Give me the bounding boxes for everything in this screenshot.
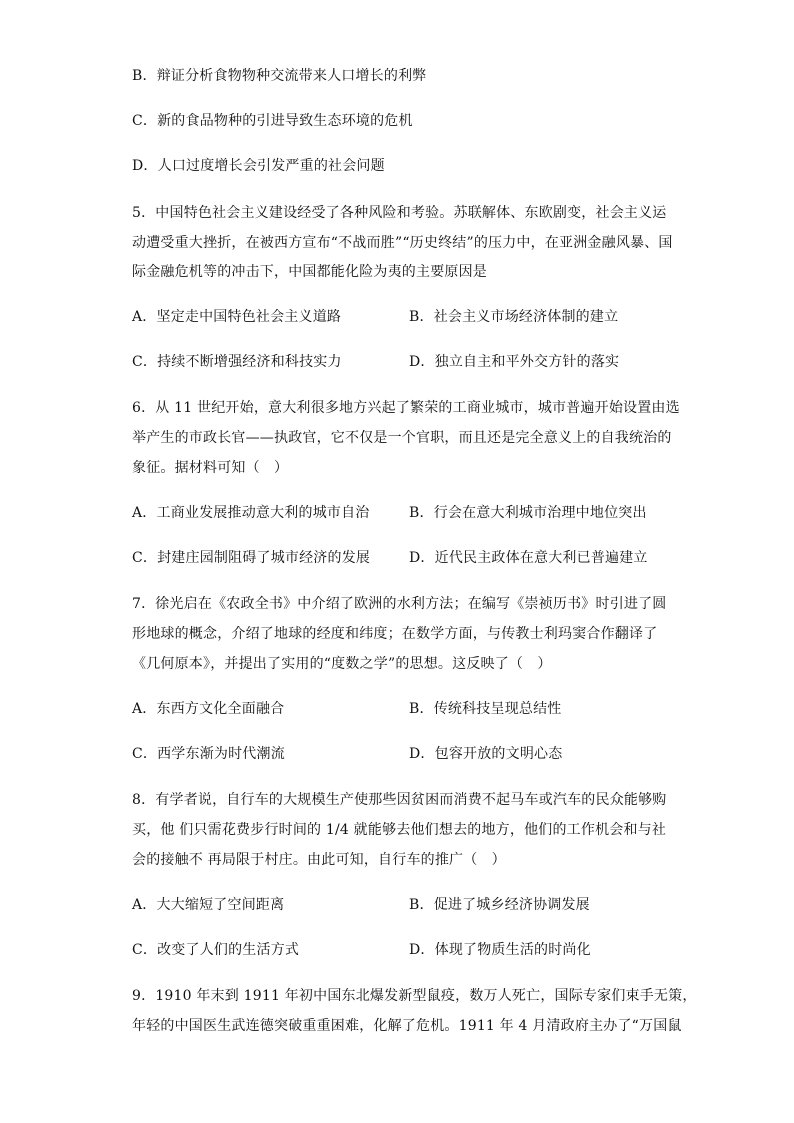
q5-stem-line-3: 际金融危机等的冲击下，中国都能化险为夷的主要原因是 (132, 264, 487, 280)
q6-option-a: A．工商业发展推动意大利的城市自治 (132, 505, 370, 521)
q7-option-d: D．包容开放的文明心态 (409, 746, 563, 762)
q5-option-a: A．坚定走中国特色社会主义道路 (132, 309, 342, 325)
q6-option-c: C．封建庄园制阻碍了城市经济的发展 (132, 550, 371, 566)
q7-option-a: A．东西方文化全面融合 (132, 701, 285, 717)
q5-option-c: C．持续不断增强经济和科技实力 (132, 354, 342, 370)
q7-stem-line-2: 形地球的概念，介绍了地球的经度和纬度；在数学方面，与传教士利玛窦合作翻译了 (132, 626, 658, 642)
q8-stem-line-1: 8．有学者说，自行车的大规模生产使那些因贫困而消费不起马车或汽车的民众能够购 (132, 792, 667, 808)
q6-stem-line-3: 象征。据材料可知（ ） (132, 460, 289, 476)
q4-option-c: C．新的食品物种的引进导致生态环境的危机 (132, 113, 413, 129)
q9-stem-line-2: 年轻的中国医生武连德突破重重困难，化解了危机。1911 年 4 月清政府主办了“万国鼠 (132, 1018, 682, 1034)
q7-stem-line-3: 《几何原本》，并提出了实用的“度数之学”的思想。这反映了（ ） (132, 656, 552, 672)
q8-option-a: A．大大缩短了空间距离 (132, 897, 285, 913)
q7-option-c: C．西学东渐为时代潮流 (132, 746, 285, 762)
q6-stem-line-1: 6．从 11 世纪开始，意大利很多地方兴起了繁荣的工商业城市，城市普遍开始设置由选 (132, 400, 680, 416)
q8-option-c: C．改变了人们的生活方式 (132, 942, 300, 958)
q7-option-b: B．传统科技呈现总结性 (409, 701, 562, 717)
q6-stem-line-2: 举产生的市政长官——执政官，它不仅是一个官职，而且还是完全意义上的自我统治的 (132, 430, 672, 446)
q4-option-d: D．人口过度增长会引发严重的社会问题 (132, 158, 385, 174)
q7-stem-line-1: 7．徐光启在《农政全书》中介绍了欧洲的水利方法；在编写《崇祯历书》时引进了圆 (132, 596, 667, 612)
q5-stem-line-2: 动遭受重大挫折，在被西方宣布“不战而胜”“历史终结”的压力中，在亚洲金融风暴、国 (132, 235, 673, 251)
q8-stem-line-3: 会的接触不 再局限于村庄。由此可知，自行车的推广（ ） (132, 852, 506, 868)
q9-stem-line-1: 9．1910 年末到 1911 年初中国东北爆发新型鼠疫，数万人死亡，国际专家们束手无策， (132, 988, 697, 1004)
q8-option-b: B．促进了城乡经济协调发展 (409, 897, 590, 913)
q6-option-b: B．行会在意大利城市治理中地位突出 (409, 505, 647, 521)
q5-option-d: D．独立自主和平外交方针的落实 (409, 354, 620, 370)
q8-option-d: D．体现了物质生活的时尚化 (409, 942, 591, 958)
q5-stem-line-1: 5．中国特色社会主义建设经受了各种风险和考验。苏联解体、东欧剧变，社会主义运 (132, 205, 667, 221)
q4-option-b: B．辩证分析食物物种交流带来人口增长的利弊 (132, 68, 427, 84)
q5-option-b: B．社会主义市场经济体制的建立 (409, 309, 619, 325)
q8-stem-line-2: 买，他 们只需花费步行时间的 1/4 就能够去他们想去的地方，他们的工作机会和与社 (132, 822, 667, 838)
q6-option-d: D．近代民主政体在意大利已普遍建立 (409, 550, 648, 566)
